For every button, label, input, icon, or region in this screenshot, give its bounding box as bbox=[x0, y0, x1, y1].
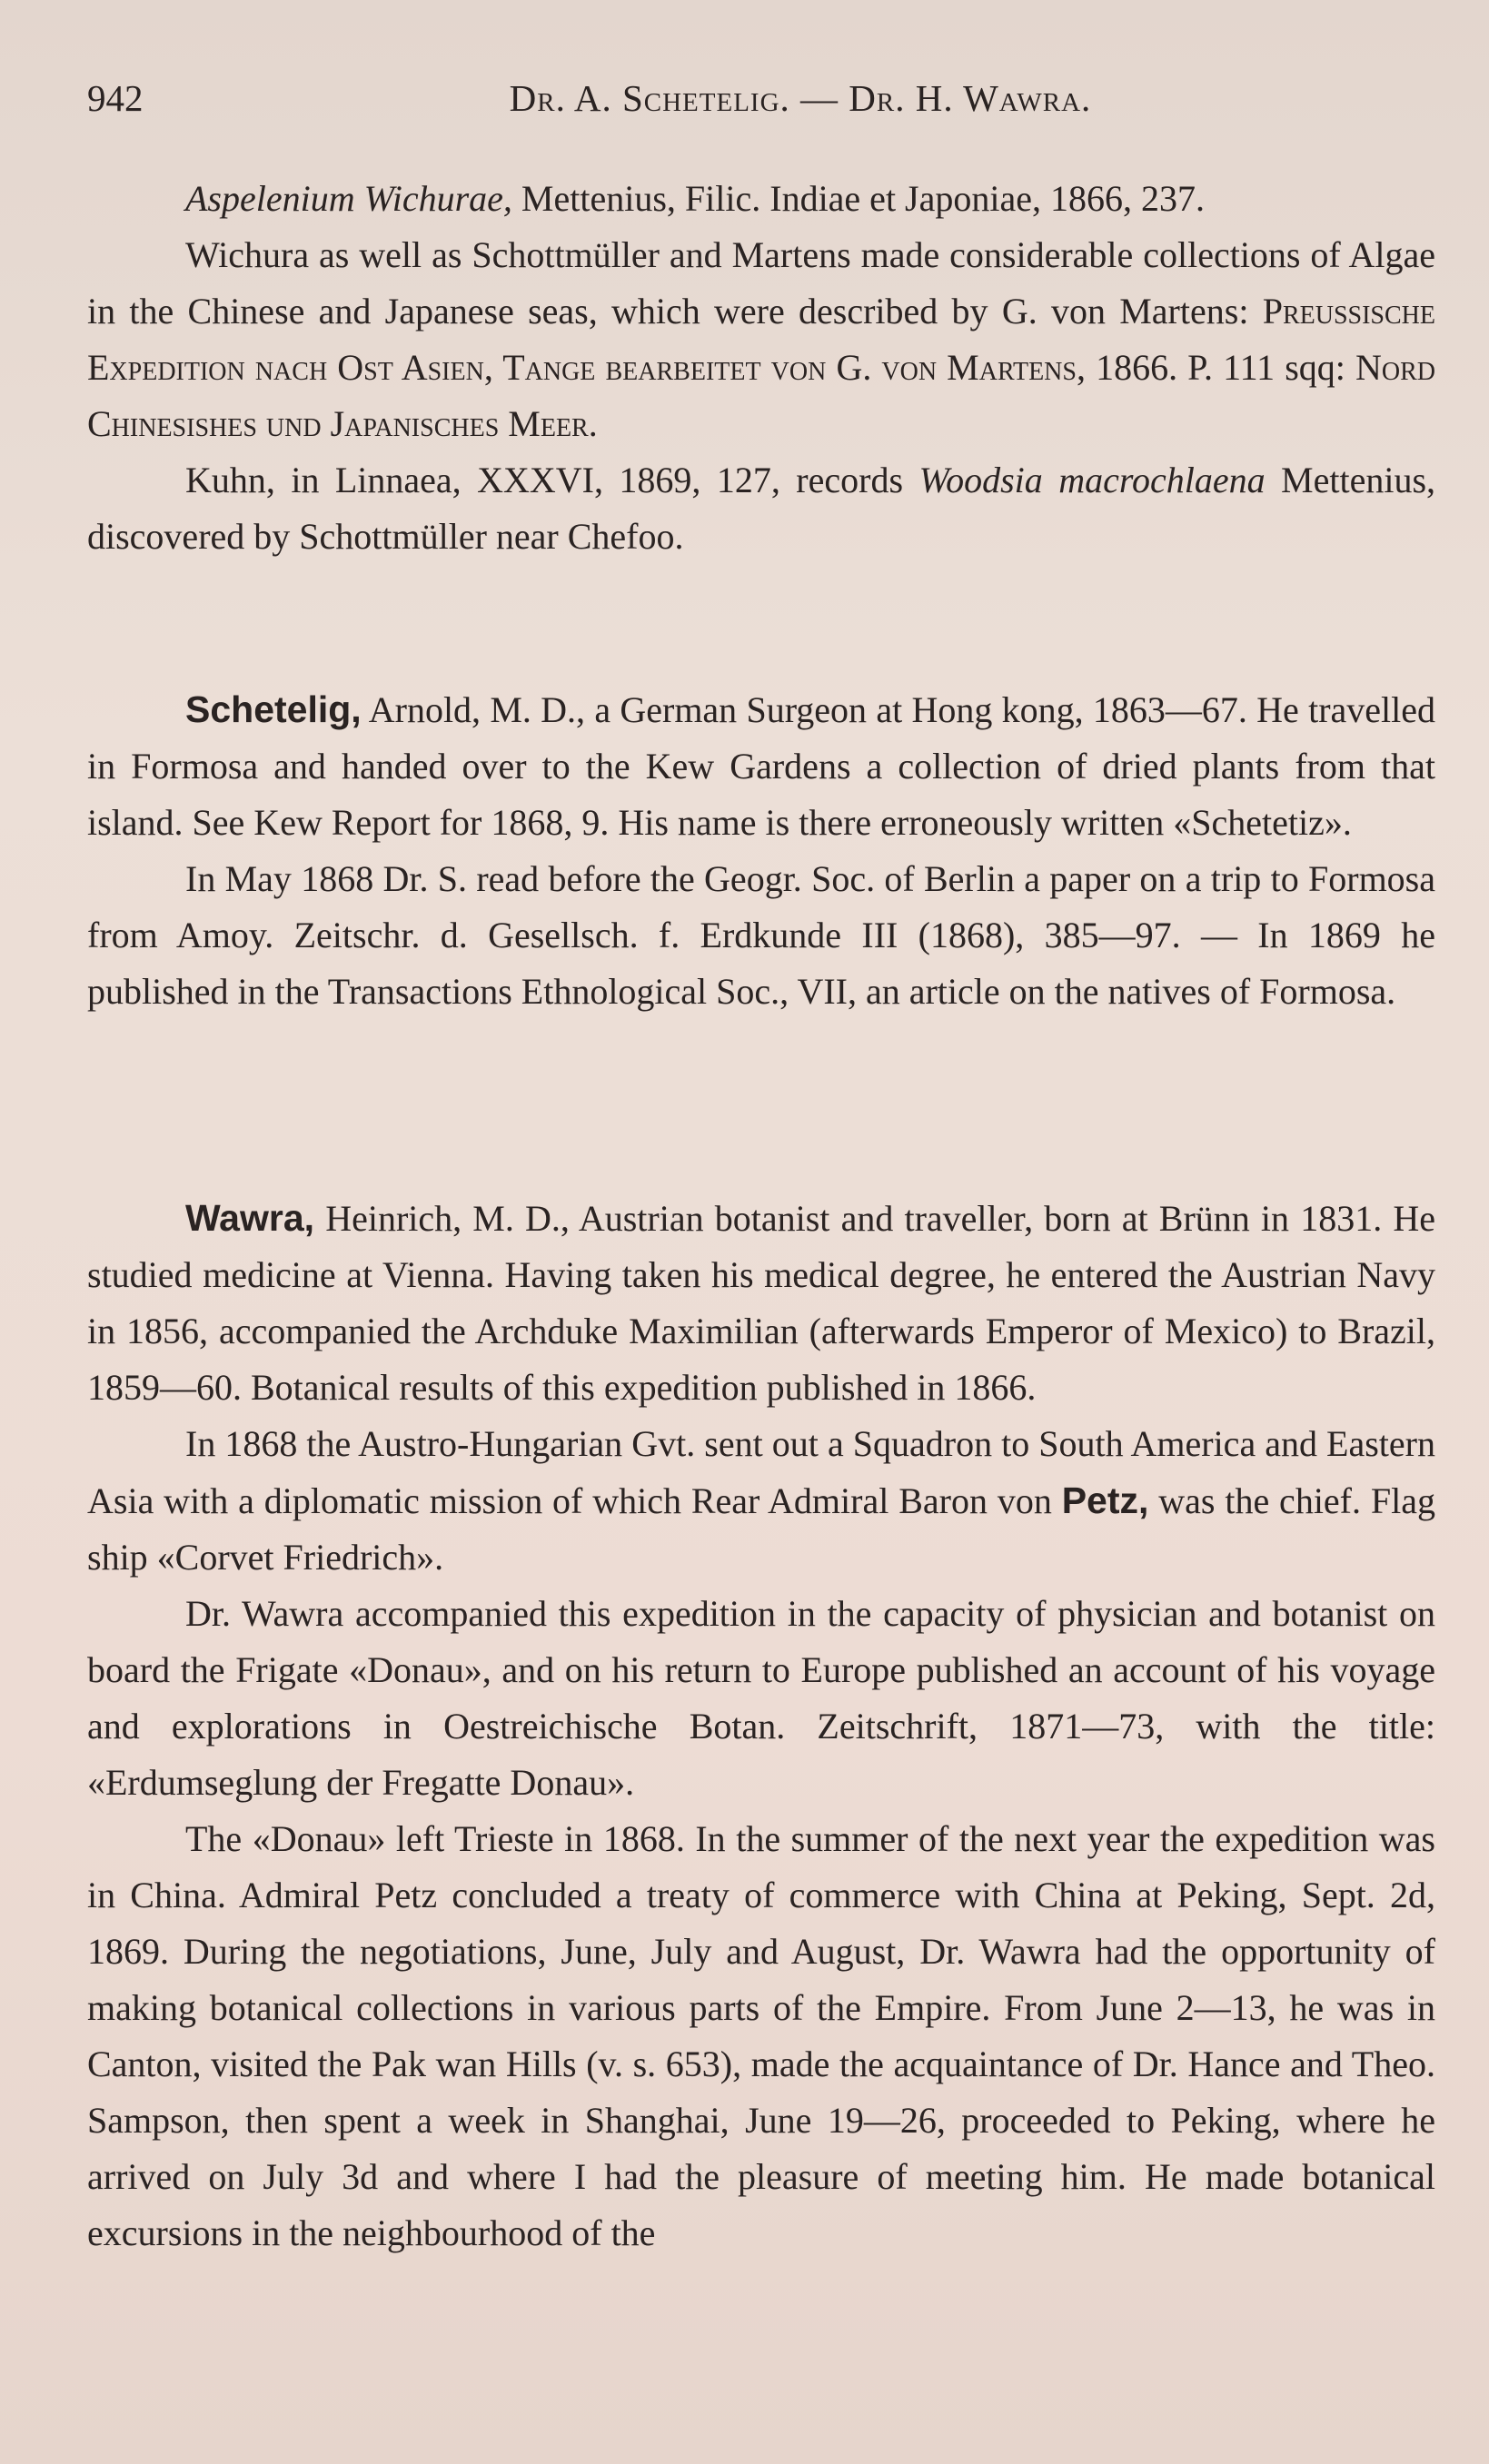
citation-smallcaps: Preussische Expedition nach Ost Asien, Tange bearbeitet von G. von Martens, bbox=[87, 291, 1435, 388]
entry-heading: Schetelig, bbox=[185, 688, 362, 730]
section-aspelenium bbox=[87, 171, 1435, 565]
paragraph bbox=[87, 1416, 1435, 1586]
entry-heading: Wawra, bbox=[185, 1197, 315, 1239]
paragraph bbox=[87, 681, 1435, 851]
name-bold: Petz, bbox=[1061, 1479, 1149, 1521]
paragraph-text: Mettenius, discovered by Schottmüller near Chefoo. bbox=[87, 460, 1436, 557]
running-title: Dr. A. Schetelig. — Dr. H. Wawra. bbox=[509, 77, 1092, 119]
paragraph bbox=[87, 227, 1435, 452]
paragraph-text: Heinrich, M. D., Austrian botanist and traveller, born at Brünn in 1831. He studied medicine at Vienna. Having taken his medical degree, he entered the Austrian Navy in 1856, accompanied the Archduke Maximilian (afterwards Emperor of Mexico) to Brazil, 1859—60. Botanical results of this expedition published in 1866. bbox=[87, 1198, 1435, 1408]
paragraph bbox=[87, 1190, 1435, 1416]
paragraph-text: Wichura as well as Schottmüller and Martens made considerable collections of Algae in the Chinese and Japanese seas, which were described by G. von Martens: bbox=[87, 234, 1435, 332]
page-number: 942 bbox=[87, 77, 144, 119]
paragraph-text: 1866. P. 111 sqq: bbox=[1085, 347, 1355, 388]
paragraph bbox=[87, 452, 1435, 565]
section-schetelig bbox=[87, 681, 1435, 1020]
citation-smallcaps: Nord Chinesishes und Japanisches Meer. bbox=[87, 347, 1435, 444]
paragraph: In May 1868 Dr. S. read before the Geogr. Soc. of Berlin a paper on a trip to Formosa from Amoy. Zeitschr. d. Gesellsch. f. Erdkunde III (1868), 385—97. — In 1869 he published in the Transactions Ethnological Soc., VII, an article on the natives of Formosa. bbox=[87, 858, 1435, 1012]
paragraph-text: was the chief. Flag ship «Corvet Friedrich». bbox=[87, 1480, 1435, 1578]
paragraph-text: Kuhn, in Linnaea, XXXVI, 1869, 127, records bbox=[185, 460, 919, 500]
section-wawra bbox=[87, 1190, 1435, 2261]
species-name: Woodsia macrochlaena bbox=[918, 460, 1266, 500]
species-name: Aspelenium Wichurae, bbox=[185, 178, 512, 219]
paragraph: The «Donau» left Trieste in 1868. In the summer of the next year the expedition was in China. Admiral Petz concluded a treaty of commerce with China at Peking, Sept. 2d, 1869. During the negotiations, June, July and August, Dr. Wawra had the opportunity of making botanical collections in various parts of the Empire. From June 2—13, he was in Canton, visited the Pak wan Hills (v. s. 653), made the acquaintance of Dr. Hance and Theo. Sampson, then spent a week in Shanghai, June 19—26, proceeded to Peking, where he arrived on July 3d and where I had the pleasure of meeting him. He made botanical excursions in the neighbourhood of the bbox=[87, 1818, 1435, 2253]
page-header bbox=[87, 76, 1432, 131]
paragraph-text: Mettenius, Filic. Indiae et Japoniae, 1866, 237. bbox=[511, 178, 1205, 219]
paragraph: Dr. Wawra accompanied this expedition in the capacity of physician and botanist on board the Frigate «Donau», and on his return to Europe published an account of his voyage and explorations in Oestreichische Botan. Zeitschrift, 1871—73, with the title: «Erdumseglung der Fregatte Donau». bbox=[87, 1593, 1435, 1803]
paragraph-text: In 1868 the Austro-Hungarian Gvt. sent out a Squadron to South America and Eastern Asia with a diplomatic mission of which Rear Admiral Baron von bbox=[87, 1423, 1435, 1521]
paragraph-text: Arnold, M. D., a German Surgeon at Hong kong, 1863—67. He travelled in Formosa and handed over to the Kew Gardens a collection of dried plants from that island. See Kew Report for 1868, 9. His name is there erroneously written «Schetetiz». bbox=[87, 689, 1435, 843]
paragraph bbox=[87, 171, 1435, 227]
